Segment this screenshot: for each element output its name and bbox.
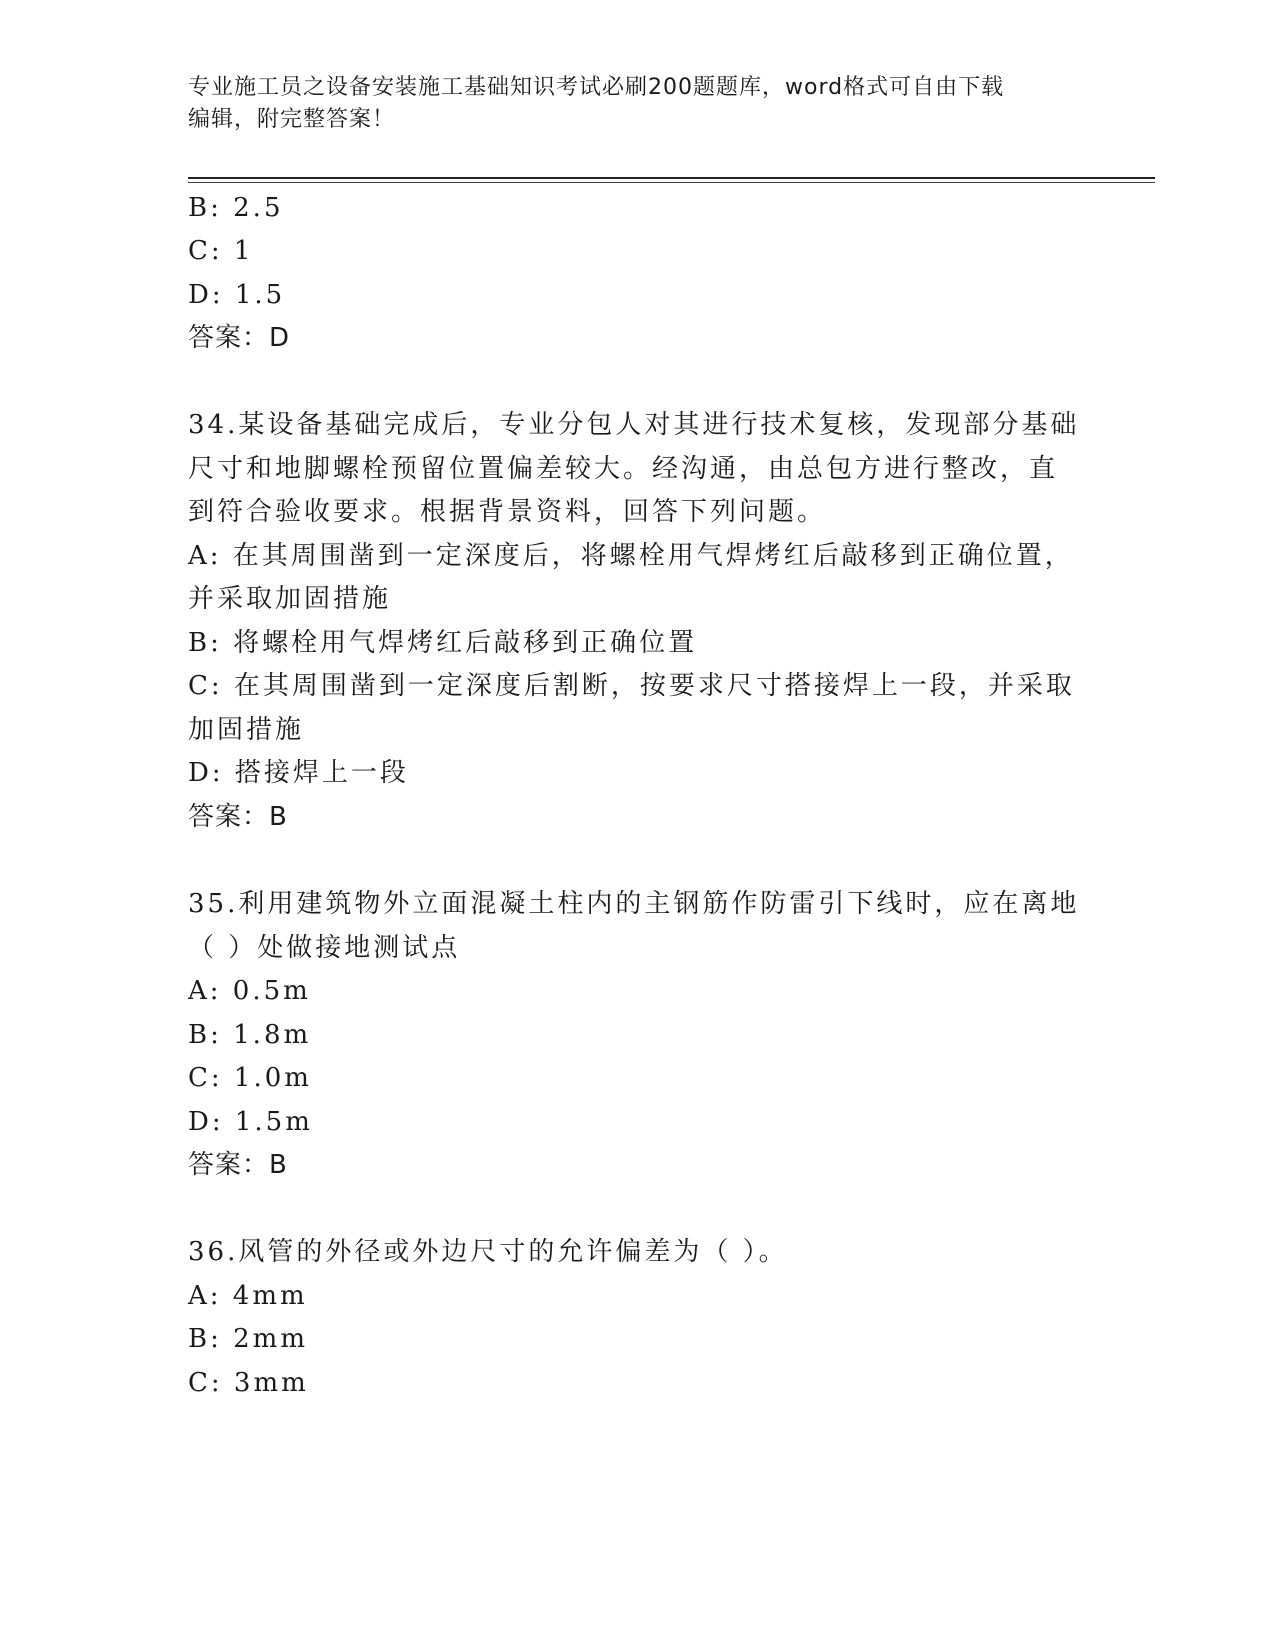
q34-question-line-1: 34.某设备基础完成后，专业分包人对其进行技术复核，发现部分基础 xyxy=(188,410,1080,440)
q36-question-line-1: 36.风管的外径或外边尺寸的允许偏差为（ ）。 xyxy=(188,1237,788,1267)
q34-option-a-line-2: 并采取加固措施 xyxy=(188,584,392,614)
q36-option-b: B: 2mm xyxy=(188,1324,308,1354)
header-divider-thick xyxy=(188,177,1155,179)
header-title-line-2: 编辑，附完整答案！ xyxy=(188,107,396,132)
q33-option-d: D: 1.5 xyxy=(188,280,286,310)
q35-option-c: C: 1.0m xyxy=(188,1063,312,1093)
q34-option-c-line-1: C: 在其周围凿到一定深度后割断，按要求尺寸搭接焊上一段，并采取 xyxy=(188,671,1075,701)
q35-question-line-1: 35.利用建筑物外立面混凝土柱内的主钢筋作防雷引下线时，应在离地 xyxy=(188,889,1080,919)
q35-option-b: B: 1.8m xyxy=(188,1020,312,1050)
q34-option-a-line-1: A: 在其周围凿到一定深度后，将螺栓用气焊烤红后敲移到正确位置， xyxy=(188,541,1074,571)
q35-option-d: D: 1.5m xyxy=(188,1107,313,1137)
header-title-line-1: 专业施工员之设备安装施工基础知识考试必刷200题题库，word格式可自由下载 xyxy=(188,75,1005,100)
q36-option-c: C: 3mm xyxy=(188,1368,309,1398)
header-divider-thin xyxy=(188,182,1155,183)
q34-option-d: D: 搭接焊上一段 xyxy=(188,758,409,788)
q33-answer: 答案：D xyxy=(188,323,291,353)
q33-option-c: C: 1 xyxy=(188,236,254,266)
q35-question-line-2: （ ）处做接地测试点 xyxy=(188,933,461,963)
document-header xyxy=(188,72,1088,136)
q36-option-a: A: 4mm xyxy=(188,1281,308,1311)
q34-question-line-3: 到符合验收要求。根据背景资料，回答下列问题。 xyxy=(188,497,827,527)
q35-option-a: A: 0.5m xyxy=(188,976,311,1006)
q34-answer: 答案：B xyxy=(188,802,288,832)
q35-answer: 答案：B xyxy=(188,1150,288,1180)
q34-option-c-line-2: 加固措施 xyxy=(188,715,305,745)
q34-option-b: B: 将螺栓用气焊烤红后敲移到正确位置 xyxy=(188,628,698,658)
q34-question-line-2: 尺寸和地脚螺栓预留位置偏差较大。经沟通，由总包方进行整改，直 xyxy=(188,454,1059,484)
q33-option-b: B: 2.5 xyxy=(188,193,284,223)
